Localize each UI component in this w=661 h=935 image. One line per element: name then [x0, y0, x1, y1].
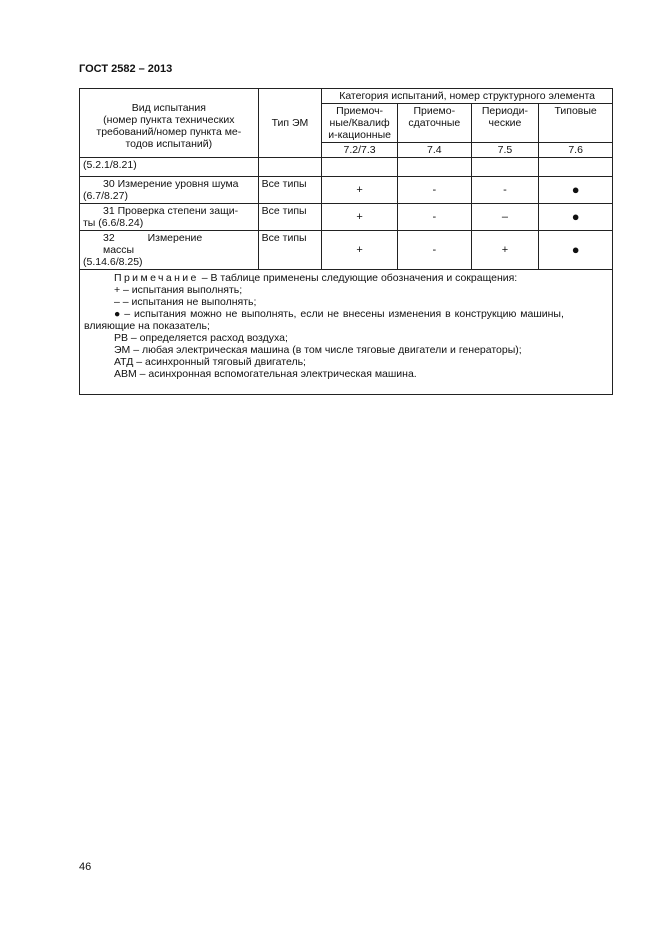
value-acceptance: +: [322, 177, 398, 204]
continuation-row: [80, 158, 613, 177]
header-test-type-line: тодов испытаний): [125, 137, 213, 150]
note-heading: [84, 272, 608, 284]
header-col-number: 7.5: [471, 143, 539, 158]
value-delivery: -: [397, 231, 471, 270]
value-acceptance: +: [322, 204, 398, 231]
table-row: [80, 231, 613, 270]
document-code: ГОСТ 2582 – 2013: [79, 63, 173, 75]
empty-cell: [397, 158, 471, 177]
note-row: [80, 270, 613, 395]
empty-cell: [258, 158, 322, 177]
test-category-table: [79, 88, 613, 395]
header-col-acceptance: [322, 104, 398, 143]
header-category: Категория испытаний, номер структурного элемента: [322, 89, 613, 104]
header-test-type-line: требований/номер пункта ме-: [96, 125, 242, 138]
value-type: ●: [539, 177, 613, 204]
header-col-number: 7.4: [397, 143, 471, 158]
header-em-type: Тип ЭМ: [258, 89, 322, 158]
note-line: АВМ – асинхронная вспомогательная электрическая машина.: [114, 368, 417, 380]
note-line: ● – испытания можно не выполнять, если не внесены изменения в конструкцию машины,: [114, 308, 564, 320]
header-col-label-line: ческие: [488, 117, 522, 129]
note-title: Примечание: [114, 272, 199, 284]
table-row: [80, 204, 613, 231]
header-col-number: 7.6: [539, 143, 613, 158]
header-col-type: [539, 104, 613, 143]
value-periodic: -: [471, 177, 539, 204]
header-col-label-line: сдаточные: [408, 117, 461, 129]
test-name-line: (5.14.6/8.25): [83, 256, 143, 268]
value-periodic: –: [471, 204, 539, 231]
header-test-type-line: Вид испытания: [131, 101, 206, 114]
header-col-label-line: ные/Квалиф: [329, 117, 390, 129]
test-name: [80, 177, 259, 204]
note-line: + – испытания выполнять;: [114, 284, 243, 296]
empty-cell: [322, 158, 398, 177]
note-line: РВ – определяется расход воздуха;: [114, 332, 288, 344]
header-col-label-line: Приемоч-: [336, 105, 384, 117]
header-col-label-line: Типовые: [554, 105, 597, 117]
note-line: влияющие на показатель;: [84, 320, 210, 332]
test-name-line: (6.7/8.27): [83, 190, 128, 202]
test-name-line: 31 Проверка степени защи-: [103, 205, 239, 217]
test-name: [80, 231, 259, 270]
test-name: [80, 204, 259, 231]
header-test-type: [80, 89, 259, 158]
header-col-delivery: [397, 104, 471, 143]
header-col-label-line: и-кационные: [328, 129, 391, 141]
test-name-line: 30 Измерение уровня шума: [103, 178, 239, 190]
value-type: ●: [539, 204, 613, 231]
table-note: [80, 270, 613, 395]
value-periodic: +: [471, 231, 539, 270]
page-number: 46: [79, 861, 92, 873]
em-type: Все типы: [258, 231, 322, 270]
empty-cell: [539, 158, 613, 177]
value-type: ●: [539, 231, 613, 270]
header-col-label-line: Приемо-: [413, 105, 456, 117]
header-col-number: 7.2/7.3: [322, 143, 398, 158]
note-intro: – В таблице применены следующие обозначения и сокращения:: [198, 272, 518, 284]
note-line: – – испытания не выполнять;: [114, 296, 257, 308]
note-line: ЭМ – любая электрическая машина (в том числе тяговые двигатели и генераторы);: [114, 344, 522, 356]
value-delivery: -: [397, 177, 471, 204]
em-type: Все типы: [258, 177, 322, 204]
header-test-type-line: (номер пункта технических: [103, 113, 235, 126]
test-name-line: 32 Измерение массы: [103, 232, 203, 256]
table-row: [80, 177, 613, 204]
value-delivery: -: [397, 204, 471, 231]
empty-cell: [471, 158, 539, 177]
note-line: АТД – асинхронный тяговый двигатель;: [114, 356, 306, 368]
test-name-line: ты (6.6/8.24): [83, 217, 144, 229]
header-col-label-line: Периоди-: [481, 105, 529, 117]
header-col-periodic: [471, 104, 539, 143]
continuation-text: (5.2.1/8.21): [80, 158, 259, 177]
value-acceptance: +: [322, 231, 398, 270]
header-row-1: [80, 89, 613, 104]
em-type: Все типы: [258, 204, 322, 231]
